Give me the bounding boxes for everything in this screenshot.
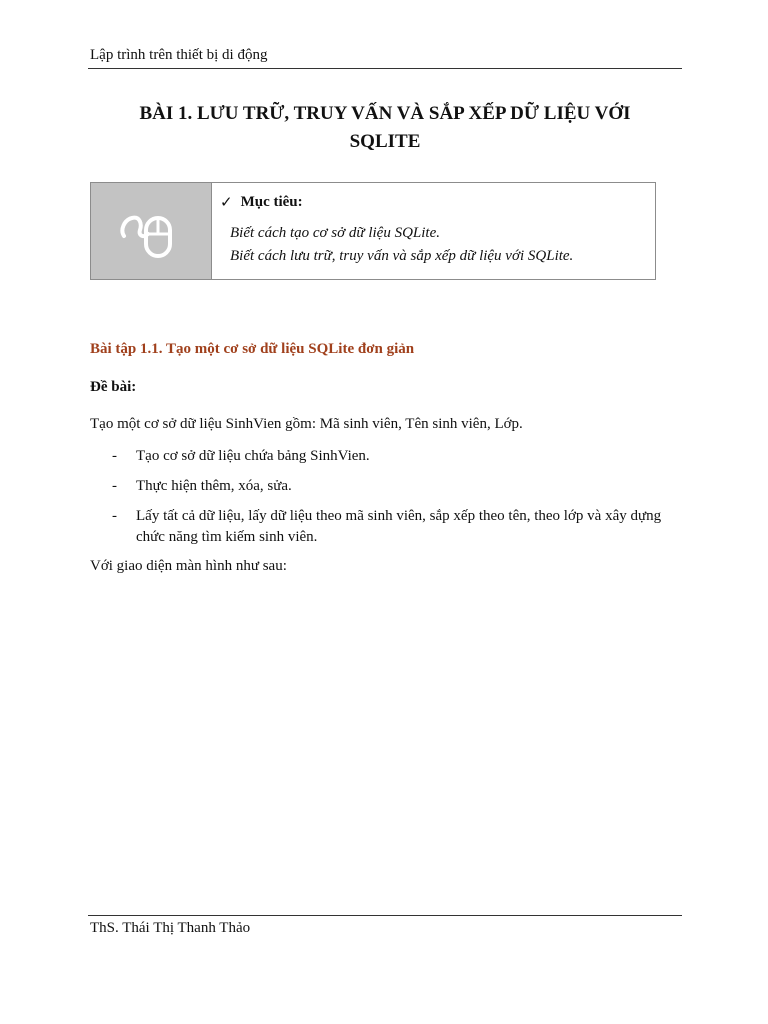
- objective-item: Biết cách lưu trữ, truy vấn và sắp xếp dữ liệu với SQLite.: [230, 248, 574, 264]
- task-list-item: [90, 506, 682, 548]
- task-bullet: -: [112, 478, 117, 494]
- task-text: Lấy tất cả dữ liệu, lấy dữ liệu theo mã sinh viên, sắp xếp theo tên, theo lớp và xây dựng chức năng tìm kiếm sinh viên.: [136, 508, 662, 545]
- lesson-title: [90, 100, 680, 156]
- screen-interface-note: Với giao diện màn hình như sau:: [90, 558, 287, 574]
- assignment-label: Đề bài:: [90, 379, 137, 395]
- assignment-intro: Tạo một cơ sở dữ liệu SinhVien gồm: Mã sinh viên, Tên sinh viên, Lớp.: [90, 416, 523, 432]
- header-divider: [88, 68, 682, 69]
- lesson-title-line-2: SQLITE: [349, 131, 421, 152]
- exercise-title: Bài tập 1.1. Tạo một cơ sở dữ liệu SQLite đơn giản: [90, 341, 415, 357]
- objectives-content: [212, 183, 655, 279]
- footer-divider: [88, 915, 682, 916]
- objective-item: Biết cách tạo cơ sở dữ liệu SQLite.: [230, 225, 440, 241]
- task-list-item: [90, 476, 682, 497]
- checkmark-icon: ✓: [220, 195, 233, 211]
- task-text: Tạo cơ sở dữ liệu chứa bảng SinhVien.: [136, 448, 370, 464]
- page-header-course-title: Lập trình trên thiết bị di động: [90, 47, 268, 63]
- task-list-item: [90, 446, 682, 467]
- objectives-list: [230, 222, 655, 268]
- objectives-heading-label: Mục tiêu:: [240, 194, 303, 210]
- mouse-icon: [116, 196, 186, 266]
- task-text: Thực hiện thêm, xóa, sửa.: [136, 478, 292, 494]
- page-footer-author: ThS. Thái Thị Thanh Thảo: [90, 920, 251, 936]
- task-bullet: -: [112, 508, 117, 524]
- objectives-icon-cell: [91, 183, 212, 279]
- task-list: [90, 446, 682, 557]
- lesson-title-line-1: BÀI 1. LƯU TRỮ, TRUY VẤN VÀ SẮP XẾP DỮ LIỆU VỚI: [139, 103, 631, 124]
- objectives-box: [90, 182, 656, 280]
- task-bullet: -: [112, 448, 117, 464]
- objectives-heading: [220, 193, 655, 212]
